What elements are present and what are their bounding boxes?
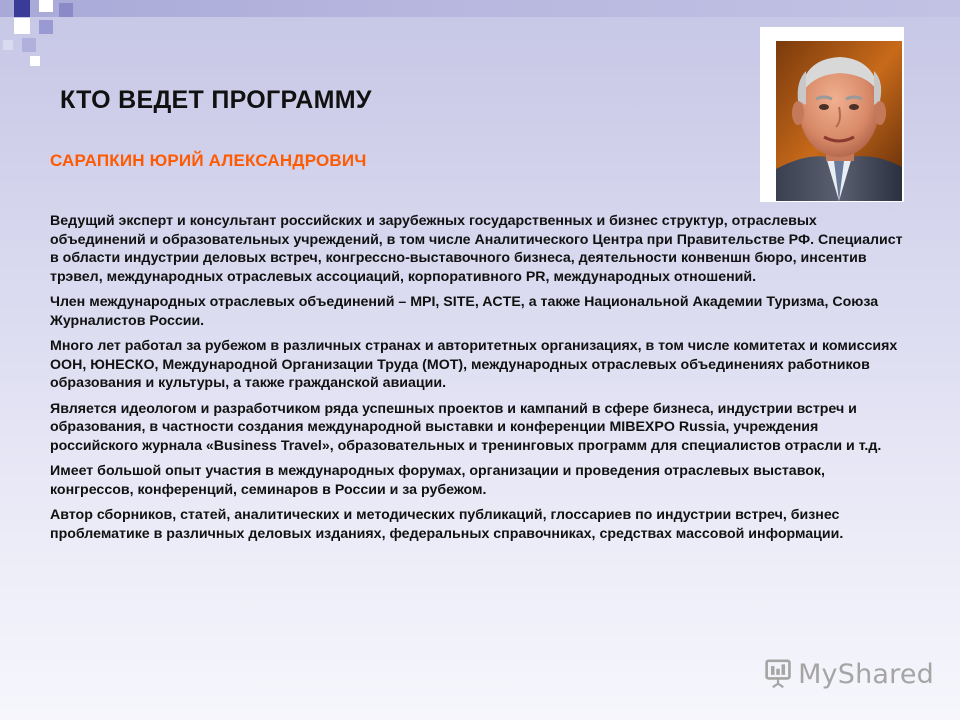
bio-paragraph: Член международных отраслевых объединений – MPI, SITE, ACTE, а также Национальной Академии Туризма, Союза Журналистов России. — [50, 294, 879, 329]
decor-square — [39, 0, 53, 12]
decor-square — [39, 20, 53, 34]
decor-square — [22, 38, 36, 52]
slide-title: КТО ВЕДЕТ ПРОГРАММУ — [60, 86, 372, 114]
myshared-watermark — [764, 654, 934, 694]
brand-name: MyShared — [798, 658, 934, 690]
decor-square — [59, 3, 73, 17]
top-decor-band — [0, 0, 960, 17]
bio-text — [50, 212, 910, 550]
presentation-screen-icon — [764, 657, 792, 691]
presenter-name: САРАПКИН ЮРИЙ АЛЕКСАНДРОВИЧ — [50, 151, 367, 170]
bio-paragraph: Ведущий эксперт и консультант российских и зарубежных государственных и бизнес структур, отраслевых объединений и образовательных учреждений, в том числе Аналитического Центра при Правительстве РФ. Специалист в области индустрии деловых встреч, конгрессно-выставочного бизнеса, деятельности конвеншн бюро, инсентив трэвел, международных отраслевых ассоциаций, корпоративного PR, международных отношений. — [50, 213, 903, 285]
presenter-photo — [776, 41, 902, 201]
bio-paragraph: Автор сборников, статей, аналитических и методических публикаций, глоссариев по индустрии встреч, бизнес проблематике в различных деловых изданиях, федеральных справочниках, средствах массовой информации. — [50, 507, 844, 542]
presenter-photo-frame — [760, 27, 904, 202]
decor-square — [14, 18, 30, 34]
bio-paragraph: Имеет большой опыт участия в международных форумах, организации и проведения отраслевых выставок, конгрессов, конференций, семинаров в России и за рубежом. — [50, 463, 825, 498]
decor-square — [14, 0, 30, 17]
decor-square — [3, 40, 13, 50]
bio-paragraph: Много лет работал за рубежом в различных странах и авторитетных организациях, в том числе комитетах и комиссиях ООН, ЮНЕСКО, Международной Организации Труда (МОТ), международных отраслевых объединениях работников образования и культуры, а также гражданской авиации. — [50, 338, 898, 391]
bio-paragraph: Является идеологом и разработчиком ряда успешных проектов и кампаний в сфере бизнеса, индустрии встреч и образования, в частности создания международной выставки и конференции MIBEXPO Russia, учреждения российского журнала «Business Travel», образовательных и тренинговых программ для специалистов отрасли и т.д. — [50, 400, 882, 454]
decor-square — [30, 56, 40, 66]
